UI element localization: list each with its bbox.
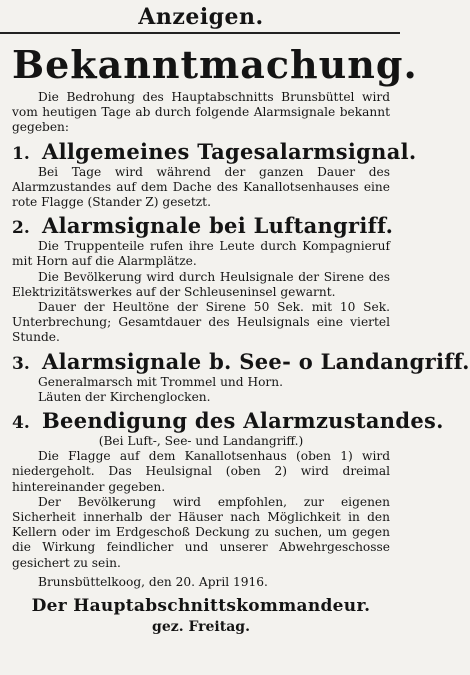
section-heading-2 [12, 213, 394, 239]
section-paragraph: Bei Tage wird während der ganzen Dauer des Alarmzustandes auf dem Dache des Kanallotsenhauses eine rote Flagge (Stander Z) gesetzt. [12, 164, 390, 210]
section-heading: Anzeigen. [138, 4, 264, 30]
section-title: Alarmsignale bei Luftangriff. [42, 213, 394, 239]
section-title: Allgemeines Tagesalarmsignal. [42, 138, 417, 164]
section-paragraph: Die Flagge auf dem Kanallotsenhaus (oben 1) wird niedergeholt. Das Heulsignal (oben 2) wird dreimal hintereinander gegeben. [12, 449, 390, 494]
section-heading-1 [12, 138, 417, 165]
section-paragraph: Läuten der Kirchenglocken. [38, 389, 211, 404]
header-rule [0, 32, 400, 34]
signature-name: gez. Freitag. [152, 618, 250, 635]
section-paragraph: Der Bevölkerung wird empfohlen, zur eigenen Sicherheit innerhalb der Häuser nach Möglichkeit in den Kellern oder im Erdgeschoß Deckung zu suchen, um gegen die Wirkung feindlicher und unserer Abwehrgeschosse gesichert zu sein. [12, 494, 390, 570]
section-title: Alarmsignale b. See- o Landangriff. [42, 348, 470, 374]
section-number: 3. [12, 353, 30, 374]
section-heading-3 [12, 348, 470, 375]
section-paragraph: Die Bevölkerung wird durch Heulsignale der Sirene des Elektrizitätswerkes auf der Schleuseninsel gewarnt. [12, 269, 390, 299]
notice-title: Bekanntmachung. [12, 42, 418, 87]
date-line: Brunsbüttelkoog, den 20. April 1916. [38, 574, 268, 589]
section-number: 4. [12, 413, 30, 434]
section-heading-4 [12, 408, 444, 434]
section-paragraph: Dauer der Heultöne der Sirene 50 Sek. mit 10 Sek. Unterbrechung; Gesamtdauer des Heulsignals eine viertel Stunde. [12, 300, 390, 345]
section-subheading: (Bei Luft-, See- und Landangriff.) [98, 434, 304, 449]
section-paragraph: Generalmarsch mit Trommel und Horn. [38, 374, 283, 389]
section-title: Beendigung des Alarmzustandes. [42, 408, 444, 434]
intro-paragraph: Die Bedrohung des Hauptabschnitts Brunsbüttel wird vom heutigen Tage ab durch folgende Alarmsignale bekannt gegeben: [12, 90, 390, 135]
section-paragraph: Die Truppenteile rufen ihre Leute durch Kompagnieruf mit Horn auf die Alarmplätze. [12, 239, 390, 269]
signature-title: Der Hauptabschnittskommandeur. [31, 595, 371, 616]
section-number: 1. [12, 143, 30, 164]
section-number: 2. [12, 218, 30, 239]
